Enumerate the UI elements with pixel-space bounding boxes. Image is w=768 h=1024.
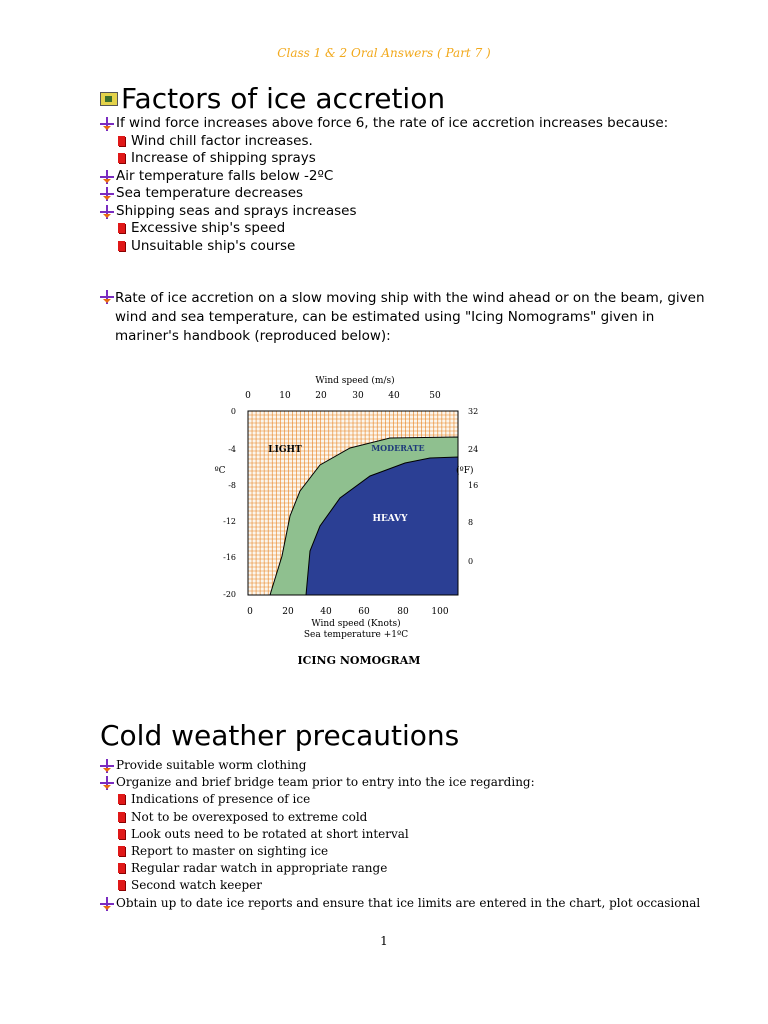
sea-temperature-note: Sea temperature +1ºC — [303, 630, 409, 640]
document-bullet-icon — [100, 92, 118, 106]
list-item: Wind chill factor increases. — [100, 133, 668, 151]
arrow-bullet-icon — [100, 897, 114, 911]
left-tick-label: -16 — [223, 553, 236, 562]
document-header: Class 1 & 2 Oral Answers ( Part 7 ) — [277, 46, 491, 60]
left-tick-label: -12 — [223, 517, 236, 526]
bottom-tick-label: 100 — [431, 607, 449, 617]
right-axis-unit: (ºF) — [456, 466, 474, 476]
square-bullet-icon — [118, 863, 125, 873]
list-item: Look outs need to be rotated at short interval — [100, 826, 700, 843]
arrow-bullet-icon — [100, 290, 114, 304]
square-bullet-icon — [118, 812, 125, 822]
list-item: Shipping seas and sprays increases — [100, 203, 668, 221]
arrow-bullet-icon — [100, 759, 114, 773]
top-tick-label: 0 — [245, 391, 251, 401]
left-tick-label: -8 — [228, 481, 236, 490]
page-number: 1 — [380, 934, 388, 948]
list-item: Increase of shipping sprays — [100, 150, 668, 168]
cold-weather-precaution-list — [100, 757, 700, 912]
square-bullet-icon — [118, 846, 125, 856]
arrow-bullet-icon — [100, 170, 114, 184]
icing-nomogram — [200, 366, 500, 648]
list-item: Sea temperature decreases — [100, 185, 668, 203]
arrow-bullet-icon — [100, 776, 114, 790]
bottom-tick-label: 60 — [358, 607, 370, 617]
right-tick-label: 24 — [468, 445, 479, 454]
list-item: Not to be overexposed to extreme cold — [100, 809, 700, 826]
square-bullet-icon — [118, 223, 125, 233]
left-tick-label: -4 — [228, 445, 236, 454]
bottom-axis-title: Wind speed (Knots) — [311, 619, 401, 629]
light-zone-label: LIGHT — [268, 445, 302, 455]
top-tick-label: 20 — [315, 391, 327, 401]
list-item: Excessive ship's speed — [100, 220, 668, 238]
list-item: Second watch keeper — [100, 877, 700, 894]
list-item: Regular radar watch in appropriate range — [100, 860, 700, 877]
section-title-ice-accretion: Factors of ice accretion — [100, 82, 445, 116]
top-tick-label: 50 — [429, 391, 441, 401]
nomogram-intro-paragraph: Rate of ice accretion on a slow moving ship with the wind ahead or on the beam, given wind and sea temperature, can be estimated using "Icing Nomograms" given in mariner's handbook (reproduced below): — [100, 289, 705, 346]
list-item: Report to master on sighting ice — [100, 843, 700, 860]
square-bullet-icon — [118, 880, 125, 890]
heavy-zone-label: HEAVY — [372, 514, 408, 524]
bottom-tick-label: 20 — [282, 607, 294, 617]
bottom-tick-label: 40 — [320, 607, 332, 617]
list-item: Indications of presence of ice — [100, 791, 700, 808]
list-item: If wind force increases above force 6, the rate of ice accretion increases because: — [100, 115, 668, 133]
list-item: Obtain up to date ice reports and ensure that ice limits are entered in the chart, plot occasional — [100, 895, 700, 912]
left-tick-label: -20 — [223, 590, 236, 599]
moderate-zone-label: MODERATE — [371, 443, 425, 453]
square-bullet-icon — [118, 153, 125, 163]
arrow-bullet-icon — [100, 117, 114, 131]
right-tick-label: 0 — [468, 557, 474, 566]
square-bullet-icon — [118, 829, 125, 839]
arrow-bullet-icon — [100, 187, 114, 201]
top-axis-title: Wind speed (m/s) — [315, 376, 395, 386]
bottom-tick-label: 80 — [397, 607, 409, 617]
top-tick-label: 10 — [279, 391, 291, 401]
section-title-cold-weather: Cold weather precautions — [100, 719, 460, 752]
arrow-bullet-icon — [100, 205, 114, 219]
ice-accretion-factor-list — [100, 115, 668, 255]
square-bullet-icon — [118, 136, 125, 146]
right-tick-label: 8 — [468, 518, 474, 527]
square-bullet-icon — [118, 794, 125, 804]
list-item: Provide suitable worm clothing — [100, 757, 700, 774]
right-tick-label: 32 — [468, 407, 479, 416]
top-tick-label: 40 — [388, 391, 400, 401]
left-axis-unit: ºC — [214, 466, 226, 476]
list-item: Organize and brief bridge team prior to entry into the ice regarding: — [100, 774, 700, 791]
square-bullet-icon — [118, 241, 125, 251]
right-tick-label: 16 — [468, 481, 479, 490]
bottom-tick-label: 0 — [247, 607, 253, 617]
list-item: Air temperature falls below -2ºC — [100, 168, 668, 186]
left-tick-label: 0 — [230, 407, 236, 416]
nomogram-caption: ICING NOMOGRAM — [297, 654, 421, 667]
list-item: Unsuitable ship's course — [100, 238, 668, 256]
top-tick-label: 30 — [352, 391, 364, 401]
